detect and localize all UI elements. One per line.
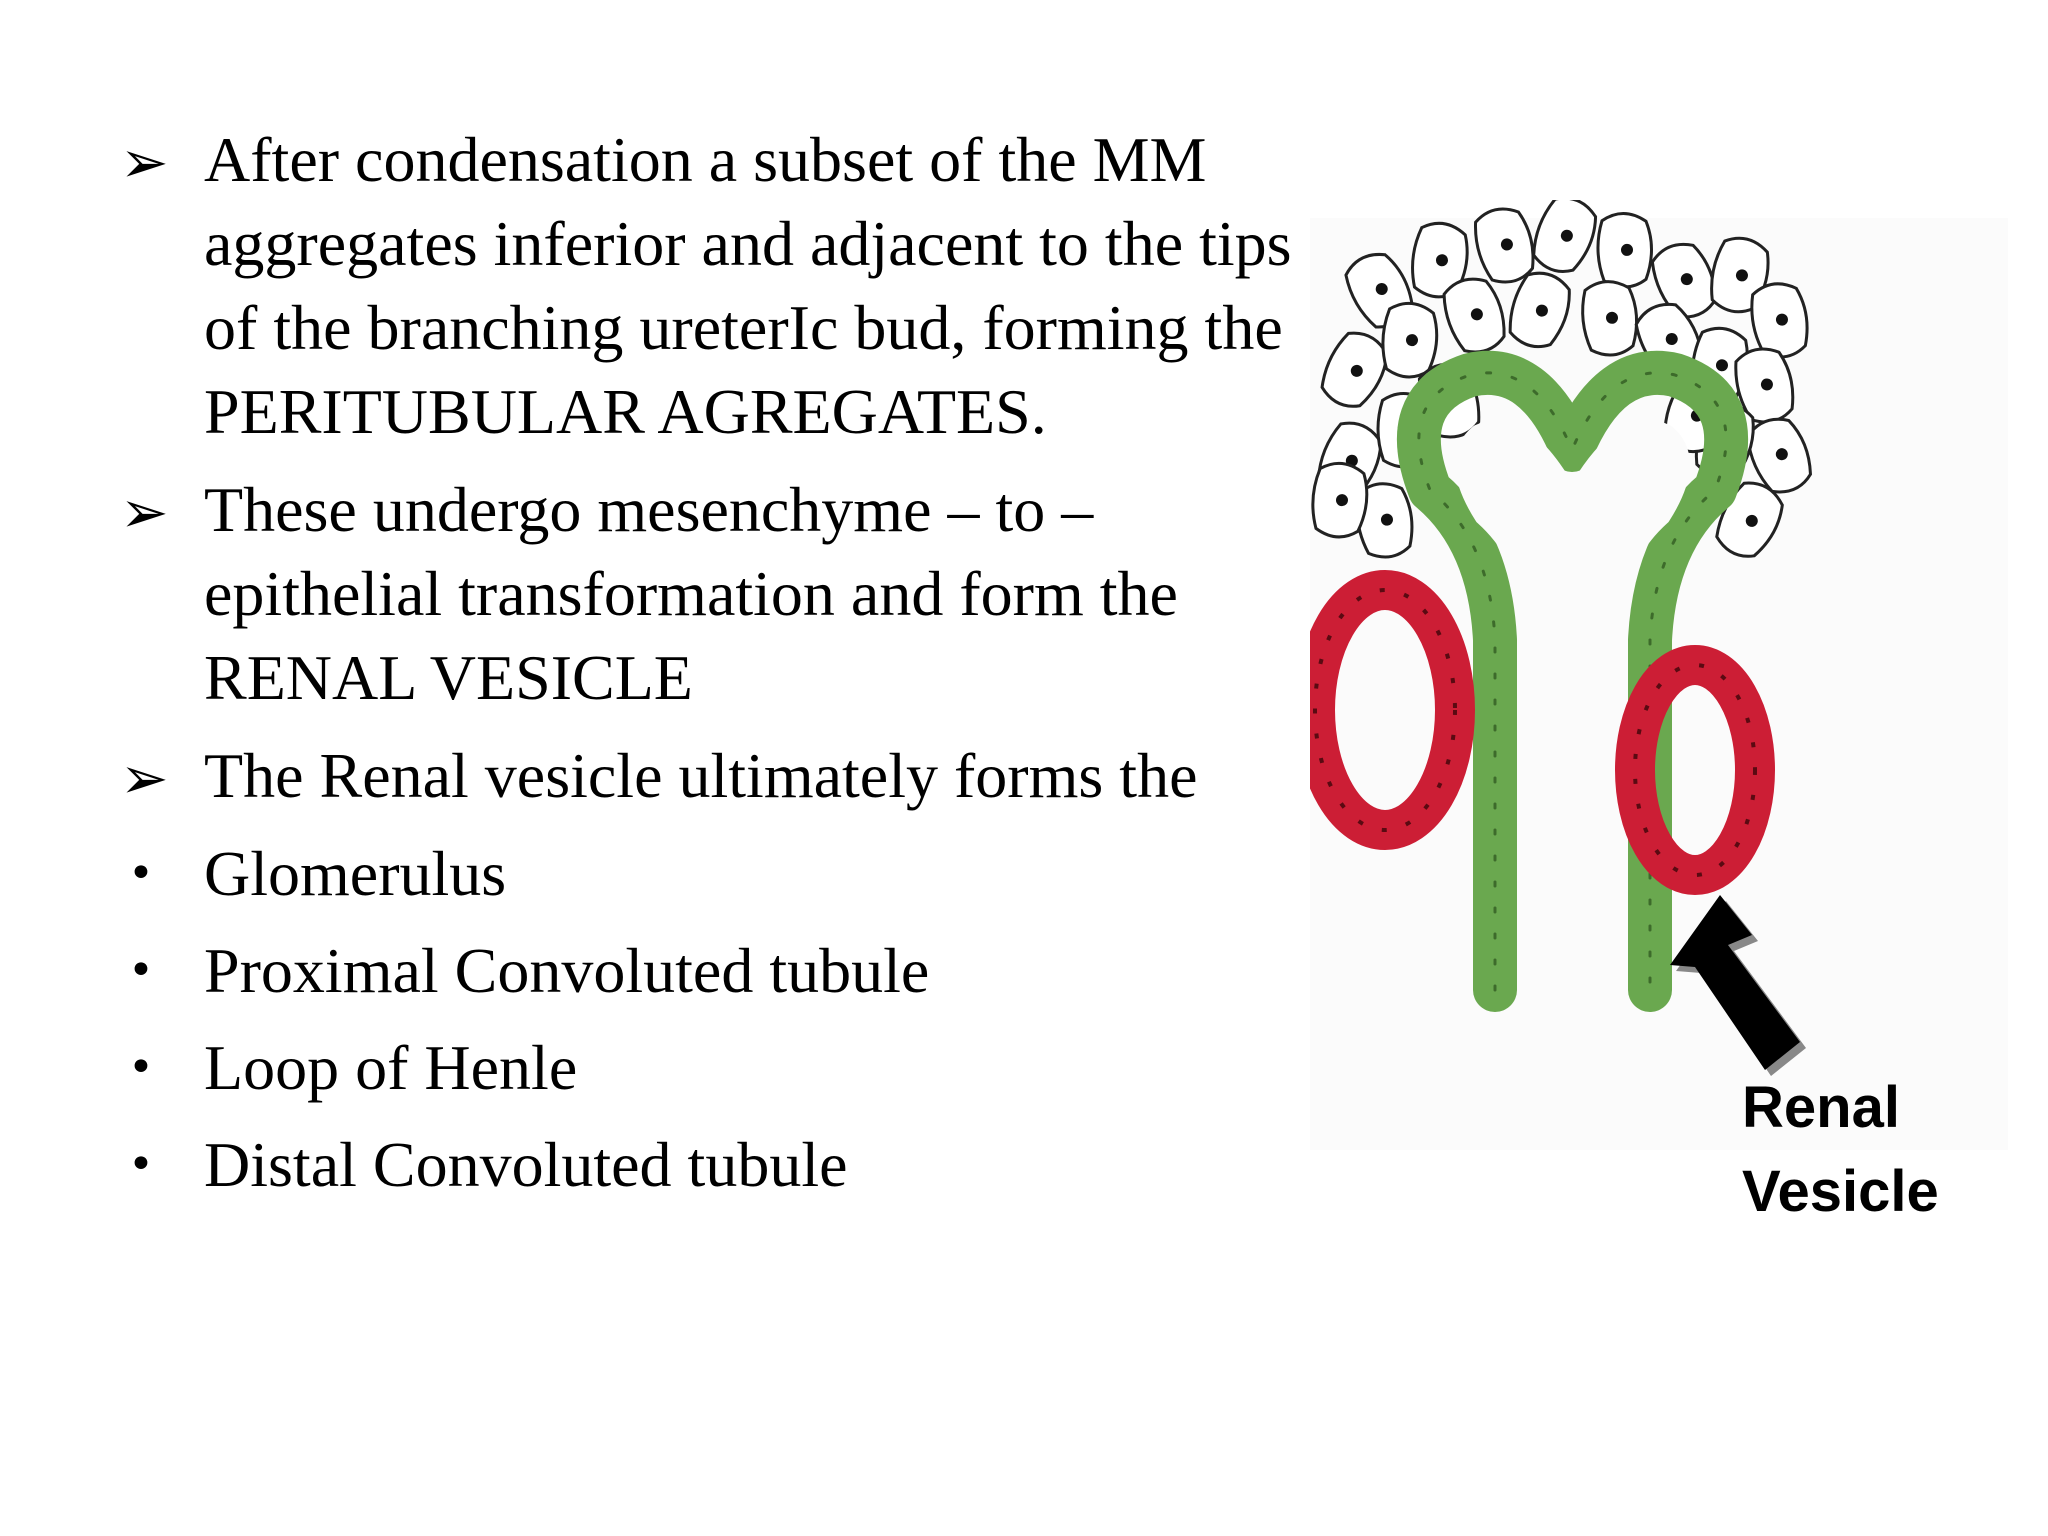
nephron-diagram: [1310, 200, 2010, 1170]
figure-label: [1742, 1066, 2002, 1234]
bullet-text: After condensation a subset of the MM aggregates inferior and adjacent to the tips of the branching ureterIc bud, forming the PERITUBULAR AGREGATES.: [204, 124, 1292, 447]
pointer-arrow-icon: [1670, 895, 1806, 1076]
bullet-text: Proximal Convoluted tubule: [204, 935, 930, 1006]
dot-bullet-icon: •: [128, 945, 154, 996]
bullet-text: These undergo mesenchyme – to – epithelial transformation and form the RENAL VESICLE: [204, 474, 1178, 713]
bullet-text: Loop of Henle: [204, 1032, 578, 1103]
list-item: [120, 118, 1310, 454]
list-item: [120, 1123, 1310, 1207]
list-item: [120, 929, 1310, 1013]
renal-vesicle-figure: [1310, 200, 2010, 1224]
dot-bullet-icon: •: [128, 1042, 154, 1093]
arrow-bullet-icon: ➢: [120, 478, 169, 546]
arrow-bullet-icon: ➢: [120, 744, 169, 812]
dot-bullet-icon: •: [128, 1139, 154, 1190]
arrow-bullet-icon: ➢: [120, 128, 169, 196]
list-item: [120, 468, 1310, 720]
bullet-text: The Renal vesicle ultimately forms the: [204, 740, 1198, 811]
mesenchyme-cell: [1381, 302, 1438, 378]
arrow-shape: [1670, 895, 1800, 1070]
dot-bullet-icon: •: [128, 848, 154, 899]
bullet-text: Distal Convoluted tubule: [204, 1129, 848, 1200]
vesicle-ring: [1315, 590, 1455, 830]
bullet-text: Glomerulus: [204, 838, 507, 909]
bullet-list: [120, 118, 1310, 1220]
label-line: Vesicle: [1742, 1159, 1939, 1224]
mesenchyme-cell: [1310, 462, 1369, 539]
list-item: [120, 1026, 1310, 1110]
list-item: [120, 832, 1310, 916]
mesenchyme-cell: [1597, 213, 1653, 288]
label-line: Renal: [1742, 1075, 1900, 1140]
mesenchyme-cell: [1527, 200, 1603, 279]
mesenchyme-cell: [1579, 279, 1640, 358]
list-item: [120, 734, 1310, 818]
